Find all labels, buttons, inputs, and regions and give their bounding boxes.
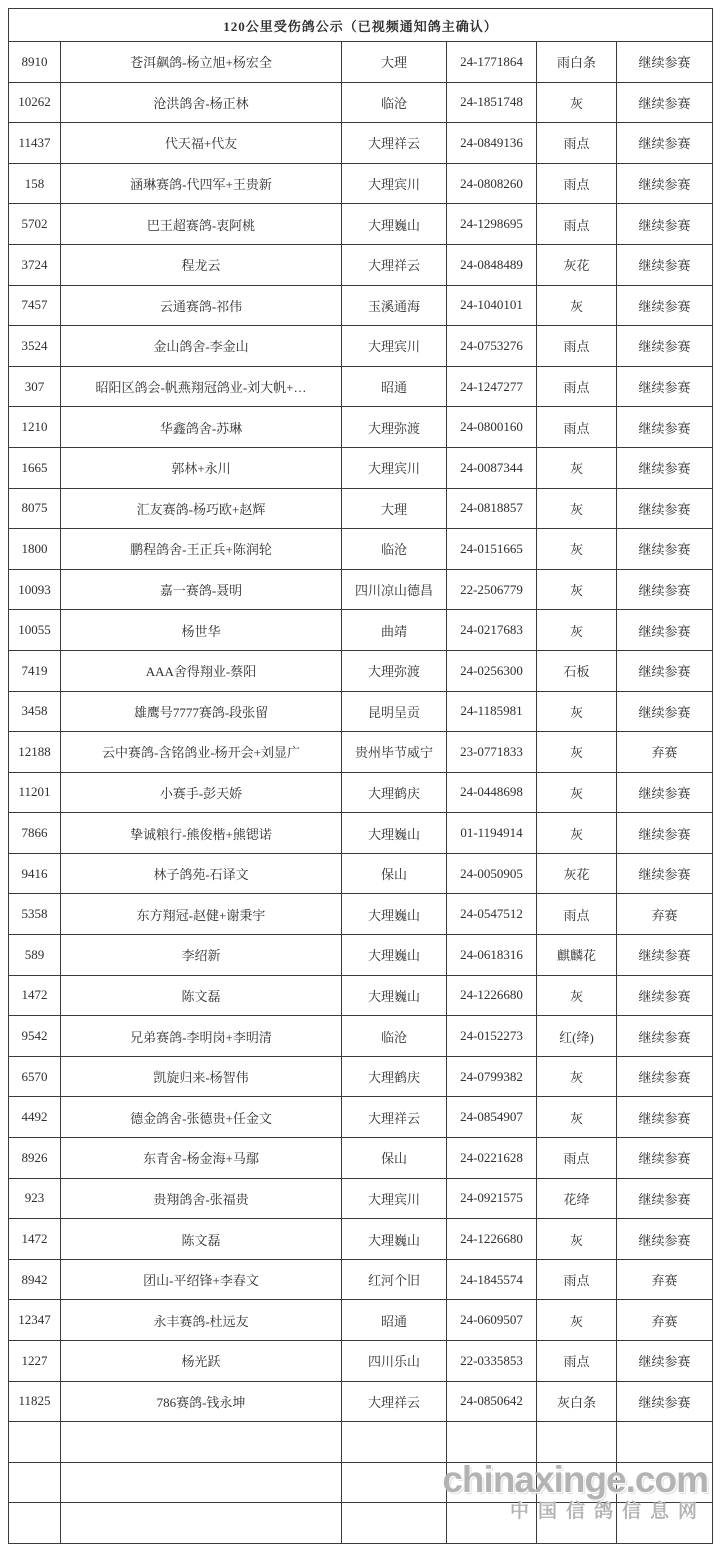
feather-color-cell: 雨点 xyxy=(537,204,617,245)
row-number-cell: 1227 xyxy=(9,1341,61,1382)
row-number-cell: 8075 xyxy=(9,488,61,529)
feather-color-cell: 灰 xyxy=(537,691,617,732)
feather-color-cell: 花绛 xyxy=(537,1178,617,1219)
status-cell: 继续参赛 xyxy=(617,1138,713,1179)
status-cell: 继续参赛 xyxy=(617,488,713,529)
owner-name-cell: 杨世华 xyxy=(61,610,342,651)
owner-name-cell: 昭阳区鸽会-帆燕翔冠鸽业-刘大帆+… xyxy=(61,366,342,407)
table-row xyxy=(9,285,713,326)
feather-color-cell xyxy=(537,1503,617,1544)
row-number-cell: 1210 xyxy=(9,407,61,448)
status-cell: 继续参赛 xyxy=(617,163,713,204)
status-cell: 继续参赛 xyxy=(617,1219,713,1260)
ring-number-cell: 24-0799382 xyxy=(447,1056,537,1097)
owner-name-cell: 杨光跃 xyxy=(61,1341,342,1382)
status-cell: 继续参赛 xyxy=(617,1016,713,1057)
status-cell: 继续参赛 xyxy=(617,1341,713,1382)
status-cell: 继续参赛 xyxy=(617,1097,713,1138)
ring-number-cell: 24-0217683 xyxy=(447,610,537,651)
region-cell: 保山 xyxy=(342,853,447,894)
row-number-cell: 12347 xyxy=(9,1300,61,1341)
table-row xyxy=(9,610,713,651)
feather-color-cell: 灰花 xyxy=(537,244,617,285)
table-row xyxy=(9,82,713,123)
owner-name-cell: 兄弟赛鸽-李明岗+李明清 xyxy=(61,1016,342,1057)
region-cell: 大理弥渡 xyxy=(342,407,447,448)
region-cell: 大理宾川 xyxy=(342,1178,447,1219)
row-number-cell: 7866 xyxy=(9,813,61,854)
region-cell: 保山 xyxy=(342,1138,447,1179)
ring-number-cell xyxy=(447,1503,537,1544)
table-row xyxy=(9,1016,713,1057)
status-cell: 继续参赛 xyxy=(617,285,713,326)
status-cell: 继续参赛 xyxy=(617,772,713,813)
owner-name-cell: 东青舍-杨金海+马鄢 xyxy=(61,1138,342,1179)
status-cell: 继续参赛 xyxy=(617,691,713,732)
region-cell: 大理巍山 xyxy=(342,1219,447,1260)
ring-number-cell: 24-0808260 xyxy=(447,163,537,204)
region-cell: 红河个旧 xyxy=(342,1259,447,1300)
status-cell: 弃赛 xyxy=(617,894,713,935)
owner-name-cell: 巴王超赛鸽-衷阿桃 xyxy=(61,204,342,245)
feather-color-cell: 雨点 xyxy=(537,894,617,935)
region-cell: 大理祥云 xyxy=(342,1381,447,1422)
ring-number-cell: 24-0087344 xyxy=(447,447,537,488)
table-title-row xyxy=(9,9,713,42)
table-row xyxy=(9,732,713,773)
row-number-cell: 589 xyxy=(9,935,61,976)
row-number-cell: 1665 xyxy=(9,447,61,488)
ring-number-cell xyxy=(447,1462,537,1503)
owner-name-cell: 林子鸽苑-石译文 xyxy=(61,853,342,894)
owner-name-cell: 沧洪鸽舍-杨正林 xyxy=(61,82,342,123)
row-number-cell: 10055 xyxy=(9,610,61,651)
status-cell: 继续参赛 xyxy=(617,853,713,894)
row-number-cell: 158 xyxy=(9,163,61,204)
row-number-cell: 6570 xyxy=(9,1056,61,1097)
status-cell: 继续参赛 xyxy=(617,935,713,976)
region-cell: 大理鹤庆 xyxy=(342,772,447,813)
ring-number-cell: 24-1247277 xyxy=(447,366,537,407)
status-cell: 继续参赛 xyxy=(617,123,713,164)
owner-name-cell: 华鑫鸽舍-苏琳 xyxy=(61,407,342,448)
ring-number-cell: 24-1845574 xyxy=(447,1259,537,1300)
table-row xyxy=(9,569,713,610)
feather-color-cell: 灰 xyxy=(537,772,617,813)
ring-number-cell: 24-1226680 xyxy=(447,1219,537,1260)
ring-number-cell xyxy=(447,1422,537,1463)
status-cell: 继续参赛 xyxy=(617,82,713,123)
table-row xyxy=(9,123,713,164)
region-cell: 大理祥云 xyxy=(342,1097,447,1138)
table-row xyxy=(9,813,713,854)
row-number-cell: 3524 xyxy=(9,326,61,367)
feather-color-cell: 石板 xyxy=(537,650,617,691)
table-row xyxy=(9,204,713,245)
region-cell: 昭通 xyxy=(342,366,447,407)
ring-number-cell: 24-0854907 xyxy=(447,1097,537,1138)
feather-color-cell: 麒麟花 xyxy=(537,935,617,976)
feather-color-cell: 灰 xyxy=(537,610,617,651)
ring-number-cell: 24-0921575 xyxy=(447,1178,537,1219)
region-cell: 临沧 xyxy=(342,1016,447,1057)
feather-color-cell: 雨点 xyxy=(537,1259,617,1300)
region-cell: 大理 xyxy=(342,488,447,529)
empty-row xyxy=(9,1422,713,1463)
feather-color-cell: 灰 xyxy=(537,1056,617,1097)
feather-color-cell: 灰 xyxy=(537,488,617,529)
owner-name-cell: 云中赛鸽-含铭鸽业-杨开会+刘显广 xyxy=(61,732,342,773)
row-number-cell: 8926 xyxy=(9,1138,61,1179)
ring-number-cell: 24-0152273 xyxy=(447,1016,537,1057)
ring-number-cell: 23-0771833 xyxy=(447,732,537,773)
table-row xyxy=(9,366,713,407)
region-cell: 大理宾川 xyxy=(342,163,447,204)
ring-number-cell: 01-1194914 xyxy=(447,813,537,854)
owner-name-cell: 雄鹰号7777赛鸽-段张留 xyxy=(61,691,342,732)
ring-number-cell: 24-1226680 xyxy=(447,975,537,1016)
owner-name-cell: 挚诚粮行-熊俊楷+熊锶诺 xyxy=(61,813,342,854)
region-cell: 大理弥渡 xyxy=(342,650,447,691)
owner-name-cell xyxy=(61,1503,342,1544)
region-cell: 大理巍山 xyxy=(342,813,447,854)
table-row xyxy=(9,244,713,285)
row-number-cell: 8942 xyxy=(9,1259,61,1300)
ring-number-cell: 24-0618316 xyxy=(447,935,537,976)
status-cell: 继续参赛 xyxy=(617,1381,713,1422)
owner-name-cell: 陈文磊 xyxy=(61,975,342,1016)
feather-color-cell: 雨点 xyxy=(537,1341,617,1382)
feather-color-cell: 雨白条 xyxy=(537,42,617,83)
ring-number-cell: 24-0753276 xyxy=(447,326,537,367)
owner-name-cell: 云通赛鸽-祁伟 xyxy=(61,285,342,326)
status-cell: 继续参赛 xyxy=(617,366,713,407)
empty-row xyxy=(9,1503,713,1544)
row-number-cell xyxy=(9,1503,61,1544)
status-cell: 继续参赛 xyxy=(617,447,713,488)
table-row xyxy=(9,894,713,935)
feather-color-cell: 灰白条 xyxy=(537,1381,617,1422)
status-cell: 继续参赛 xyxy=(617,42,713,83)
feather-color-cell: 灰 xyxy=(537,285,617,326)
table-row xyxy=(9,488,713,529)
ring-number-cell: 24-0547512 xyxy=(447,894,537,935)
table-row xyxy=(9,407,713,448)
owner-name-cell: 小赛手-彭天娇 xyxy=(61,772,342,813)
region-cell: 大理 xyxy=(342,42,447,83)
feather-color-cell: 红(绛) xyxy=(537,1016,617,1057)
page-title: 120公里受伤鸽公示（已视频通知鸽主确认） xyxy=(9,9,713,42)
owner-name-cell: 涵琳赛鸽-代四军+王贵新 xyxy=(61,163,342,204)
status-cell: 继续参赛 xyxy=(617,813,713,854)
feather-color-cell: 雨点 xyxy=(537,123,617,164)
region-cell: 玉溪通海 xyxy=(342,285,447,326)
region-cell xyxy=(342,1422,447,1463)
region-cell: 大理鹤庆 xyxy=(342,1056,447,1097)
feather-color-cell: 灰 xyxy=(537,569,617,610)
region-cell: 大理祥云 xyxy=(342,123,447,164)
status-cell: 继续参赛 xyxy=(617,569,713,610)
region-cell xyxy=(342,1462,447,1503)
row-number-cell: 11825 xyxy=(9,1381,61,1422)
row-number-cell: 1472 xyxy=(9,1219,61,1260)
feather-color-cell: 灰 xyxy=(537,529,617,570)
owner-name-cell: 德金鸽舍-张德贵+任金文 xyxy=(61,1097,342,1138)
ring-number-cell: 22-0335853 xyxy=(447,1341,537,1382)
ring-number-cell: 22-2506779 xyxy=(447,569,537,610)
table-row xyxy=(9,691,713,732)
owner-name-cell: 贵翔鸽舍-张福贵 xyxy=(61,1178,342,1219)
region-cell: 昆明呈贡 xyxy=(342,691,447,732)
feather-color-cell: 雨点 xyxy=(537,163,617,204)
row-number-cell: 12188 xyxy=(9,732,61,773)
row-number-cell: 307 xyxy=(9,366,61,407)
table-row xyxy=(9,1178,713,1219)
row-number-cell: 4492 xyxy=(9,1097,61,1138)
region-cell: 贵州毕节威宁 xyxy=(342,732,447,773)
ring-number-cell: 24-1185981 xyxy=(447,691,537,732)
ring-number-cell: 24-0848489 xyxy=(447,244,537,285)
owner-name-cell: 金山鸽舍-李金山 xyxy=(61,326,342,367)
row-number-cell: 1800 xyxy=(9,529,61,570)
feather-color-cell: 灰 xyxy=(537,975,617,1016)
row-number-cell xyxy=(9,1422,61,1463)
ring-number-cell: 24-1298695 xyxy=(447,204,537,245)
ring-number-cell: 24-0849136 xyxy=(447,123,537,164)
feather-color-cell: 灰 xyxy=(537,732,617,773)
table-row xyxy=(9,650,713,691)
ring-number-cell: 24-0256300 xyxy=(447,650,537,691)
status-cell: 继续参赛 xyxy=(617,1178,713,1219)
table-body xyxy=(9,42,713,1544)
table-row xyxy=(9,447,713,488)
status-cell: 继续参赛 xyxy=(617,407,713,448)
region-cell: 曲靖 xyxy=(342,610,447,651)
region-cell: 大理巍山 xyxy=(342,894,447,935)
owner-name-cell: 陈文磊 xyxy=(61,1219,342,1260)
status-cell: 继续参赛 xyxy=(617,650,713,691)
status-cell: 继续参赛 xyxy=(617,1056,713,1097)
owner-name-cell: 团山-平绍锋+李春文 xyxy=(61,1259,342,1300)
status-cell: 继续参赛 xyxy=(617,326,713,367)
table-row xyxy=(9,853,713,894)
owner-name-cell: 786赛鸽-钱永坤 xyxy=(61,1381,342,1422)
feather-color-cell xyxy=(537,1422,617,1463)
table-row xyxy=(9,935,713,976)
feather-color-cell: 灰 xyxy=(537,1300,617,1341)
table-row xyxy=(9,163,713,204)
table-row xyxy=(9,1341,713,1382)
status-cell: 弃赛 xyxy=(617,732,713,773)
status-cell: 继续参赛 xyxy=(617,244,713,285)
feather-color-cell: 灰 xyxy=(537,1097,617,1138)
owner-name-cell: 鹏程鸽舍-王正兵+陈润轮 xyxy=(61,529,342,570)
ring-number-cell: 24-1771864 xyxy=(447,42,537,83)
row-number-cell: 3458 xyxy=(9,691,61,732)
owner-name-cell xyxy=(61,1422,342,1463)
owner-name-cell: 李绍新 xyxy=(61,935,342,976)
ring-number-cell: 24-1040101 xyxy=(447,285,537,326)
feather-color-cell: 灰 xyxy=(537,82,617,123)
owner-name-cell: 汇友赛鸽-杨巧欧+赵辉 xyxy=(61,488,342,529)
region-cell: 昭通 xyxy=(342,1300,447,1341)
region-cell: 大理巍山 xyxy=(342,975,447,1016)
table-row xyxy=(9,975,713,1016)
feather-color-cell: 灰 xyxy=(537,813,617,854)
owner-name-cell: AAA舍得翔业-蔡阳 xyxy=(61,650,342,691)
feather-color-cell: 雨点 xyxy=(537,1138,617,1179)
region-cell xyxy=(342,1503,447,1544)
status-cell: 继续参赛 xyxy=(617,204,713,245)
ring-number-cell: 24-1851748 xyxy=(447,82,537,123)
row-number-cell: 11437 xyxy=(9,123,61,164)
region-cell: 大理巍山 xyxy=(342,935,447,976)
watermark-site-name: 中国信鸽信息网 xyxy=(509,1501,706,1522)
owner-name-cell: 郭林+永川 xyxy=(61,447,342,488)
table-row xyxy=(9,1219,713,1260)
owner-name-cell: 凯旋归来-杨智伟 xyxy=(61,1056,342,1097)
region-cell: 四川凉山德昌 xyxy=(342,569,447,610)
ring-number-cell: 24-0448698 xyxy=(447,772,537,813)
empty-row xyxy=(9,1462,713,1503)
feather-color-cell: 灰 xyxy=(537,447,617,488)
row-number-cell: 7457 xyxy=(9,285,61,326)
row-number-cell: 11201 xyxy=(9,772,61,813)
row-number-cell: 5358 xyxy=(9,894,61,935)
row-number-cell: 8910 xyxy=(9,42,61,83)
table-row xyxy=(9,1097,713,1138)
region-cell: 临沧 xyxy=(342,529,447,570)
feather-color-cell: 雨点 xyxy=(537,326,617,367)
row-number-cell: 10262 xyxy=(9,82,61,123)
ring-number-cell: 24-0609507 xyxy=(447,1300,537,1341)
watermark-site-url: chinaxinge.com xyxy=(442,1459,708,1500)
status-cell: 继续参赛 xyxy=(617,529,713,570)
region-cell: 大理祥云 xyxy=(342,244,447,285)
owner-name-cell: 东方翔冠-赵健+谢秉宇 xyxy=(61,894,342,935)
row-number-cell: 10093 xyxy=(9,569,61,610)
row-number-cell: 9416 xyxy=(9,853,61,894)
region-cell: 大理宾川 xyxy=(342,326,447,367)
owner-name-cell: 嘉一赛鸽-聂明 xyxy=(61,569,342,610)
ring-number-cell: 24-0818857 xyxy=(447,488,537,529)
status-cell xyxy=(617,1503,713,1544)
table-row xyxy=(9,529,713,570)
status-cell: 继续参赛 xyxy=(617,975,713,1016)
feather-color-cell: 雨点 xyxy=(537,407,617,448)
owner-name-cell: 苍洱飙鸽-杨立旭+杨宏全 xyxy=(61,42,342,83)
ring-number-cell: 24-0850642 xyxy=(447,1381,537,1422)
table-row xyxy=(9,1300,713,1341)
feather-color-cell: 雨点 xyxy=(537,366,617,407)
ring-number-cell: 24-0151665 xyxy=(447,529,537,570)
table-row xyxy=(9,42,713,83)
owner-name-cell: 代天福+代友 xyxy=(61,123,342,164)
table-row xyxy=(9,1056,713,1097)
row-number-cell: 5702 xyxy=(9,204,61,245)
region-cell: 四川乐山 xyxy=(342,1341,447,1382)
table-row xyxy=(9,1381,713,1422)
ring-number-cell: 24-0221628 xyxy=(447,1138,537,1179)
row-number-cell: 1472 xyxy=(9,975,61,1016)
region-cell: 大理宾川 xyxy=(342,447,447,488)
ring-number-cell: 24-0050905 xyxy=(447,853,537,894)
region-cell: 大理巍山 xyxy=(342,204,447,245)
injured-pigeon-table xyxy=(8,8,713,1544)
status-cell xyxy=(617,1462,713,1503)
status-cell: 弃赛 xyxy=(617,1300,713,1341)
feather-color-cell: 灰花 xyxy=(537,853,617,894)
table-row xyxy=(9,772,713,813)
feather-color-cell xyxy=(537,1462,617,1503)
table-row xyxy=(9,1259,713,1300)
row-number-cell xyxy=(9,1462,61,1503)
owner-name-cell: 永丰赛鸽-杜远友 xyxy=(61,1300,342,1341)
table-row xyxy=(9,326,713,367)
table-row xyxy=(9,1138,713,1179)
region-cell: 临沧 xyxy=(342,82,447,123)
owner-name-cell: 程龙云 xyxy=(61,244,342,285)
status-cell: 弃赛 xyxy=(617,1259,713,1300)
feather-color-cell: 灰 xyxy=(537,1219,617,1260)
row-number-cell: 9542 xyxy=(9,1016,61,1057)
row-number-cell: 7419 xyxy=(9,650,61,691)
status-cell xyxy=(617,1422,713,1463)
owner-name-cell xyxy=(61,1462,342,1503)
row-number-cell: 3724 xyxy=(9,244,61,285)
row-number-cell: 923 xyxy=(9,1178,61,1219)
status-cell: 继续参赛 xyxy=(617,610,713,651)
ring-number-cell: 24-0800160 xyxy=(447,407,537,448)
